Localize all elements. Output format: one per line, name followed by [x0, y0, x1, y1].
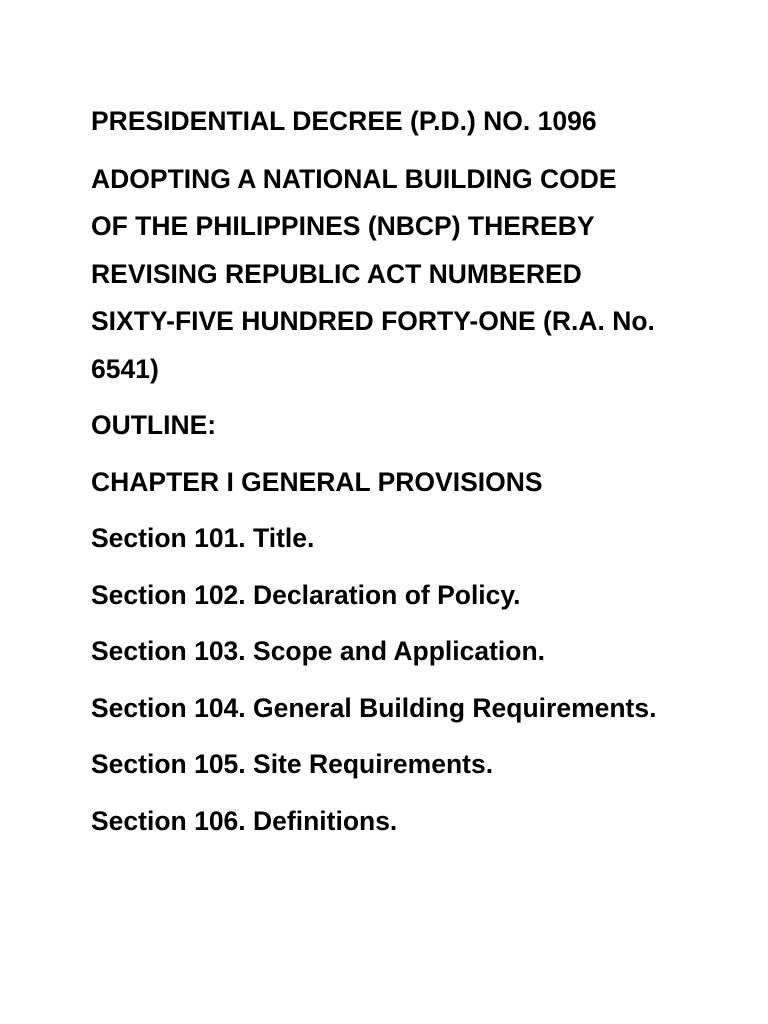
- section-item: Section 104. General Building Requirements.: [91, 692, 657, 723]
- subtitle-line: 6541): [91, 353, 159, 384]
- section-list: [91, 515, 708, 845]
- subtitle-line: SIXTY-FIVE HUNDRED FORTY-ONE (R.A. No.: [91, 306, 655, 336]
- outline-label: OUTLINE:: [91, 410, 217, 440]
- chapter-heading: CHAPTER I GENERAL PROVISIONS: [91, 466, 543, 497]
- document-subtitle: [91, 156, 708, 394]
- document-title: PRESIDENTIAL DECREE (P.D.) NO. 1096: [91, 106, 597, 136]
- section-item: Section 102. Declaration of Policy.: [91, 579, 521, 610]
- subtitle-line: REVISING REPUBLIC ACT NUMBERED: [91, 258, 582, 289]
- subtitle-line: ADOPTING A NATIONAL BUILDING CODE: [91, 163, 617, 194]
- section-item: Section 105. Site Requirements.: [91, 749, 494, 779]
- section-item: Section 106. Definitions.: [91, 805, 398, 836]
- section-item: Section 101. Title.: [91, 523, 315, 553]
- subtitle-line: OF THE PHILIPPINES (NBCP) THEREBY: [91, 211, 595, 241]
- section-item: Section 103. Scope and Application.: [91, 636, 546, 666]
